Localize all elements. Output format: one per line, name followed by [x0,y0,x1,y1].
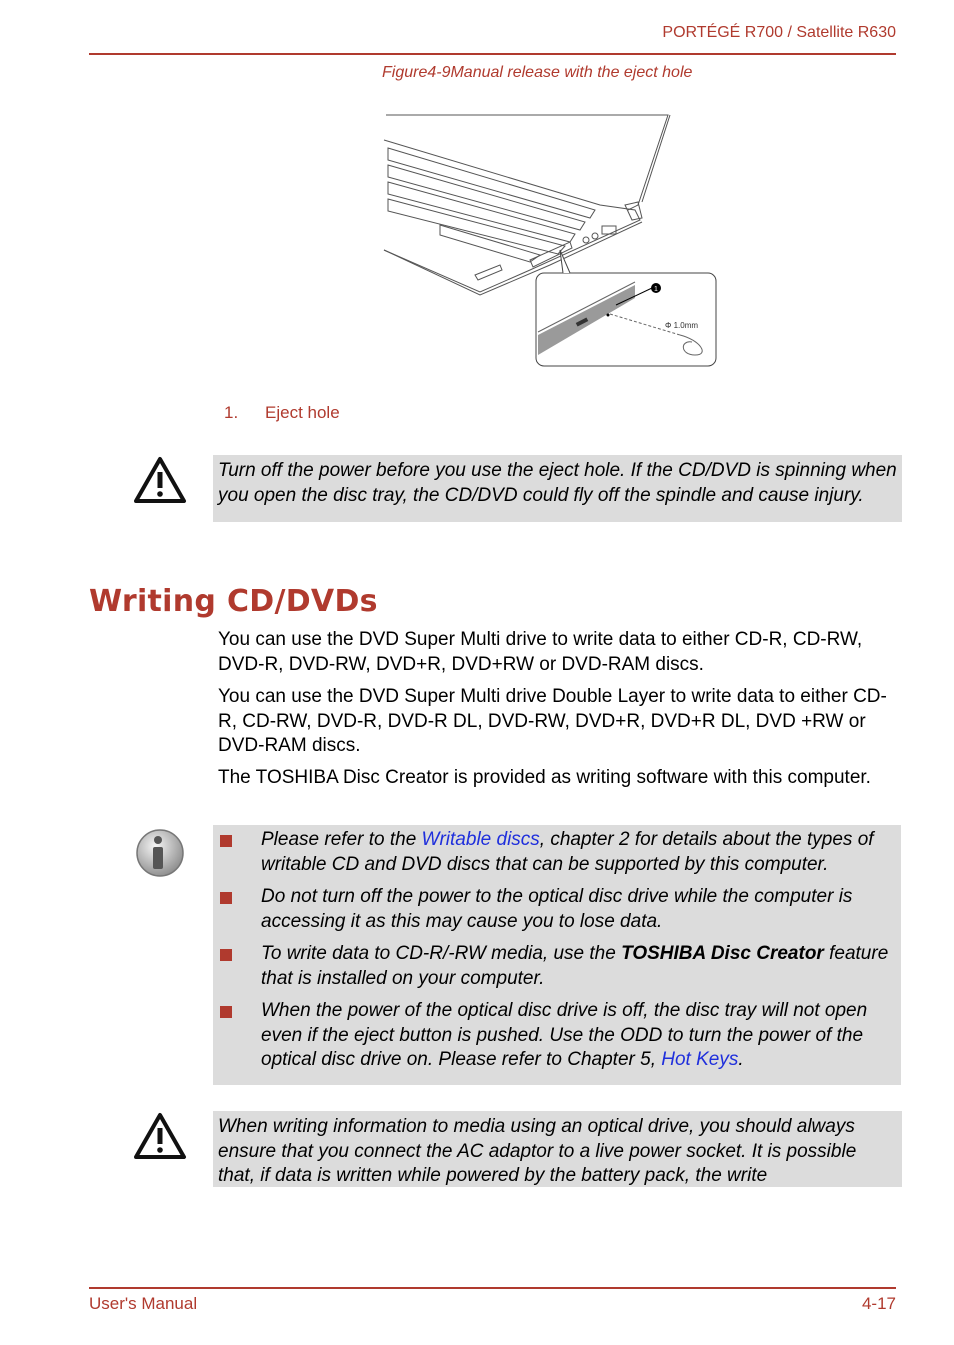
laptop-figure [380,110,720,372]
header-rule [89,53,896,55]
bullet-square-icon [220,1006,232,1018]
warning-note-2: When writing information to media using an optical drive, you should always ensure that you connect the AC adaptor to a live power socket. It is possible that, if data is written while powered by the battery pack, the write [213,1111,902,1187]
page-number: 4-17 [861,1294,896,1313]
bullet-text: When the power of the optical disc drive is off, the disc tray will not open even if the eject button is pushed. Use the ODD to turn the power of the optical disc drive on. Please refer to Chapter 5, [261,1000,868,1070]
bullet-text: Do not turn off the power to the optical disc drive while the computer is accessing it as this may cause you to lose data. [261,886,853,932]
header-title: PORTÉGÉ R700 / Satellite R630 [662,24,896,41]
info-note-box [213,825,901,1085]
paragraph-2: You can use the DVD Super Multi drive Double Layer to write data to either CD-R, CD-RW, DVD-R, DVD-R DL, DVD-RW, DVD+R, DVD+R DL, DVD +RW or DVD-RAM discs. [218,686,887,756]
figure-legend [224,403,340,423]
bullet-text: To write data to CD-R/-RW media, use the [261,943,622,964]
bullet-bold-text: TOSHIBA Disc Creator [621,943,824,964]
bullet-square-icon [220,949,232,961]
warning-triangle-icon [133,1111,187,1166]
warning-triangle-icon [133,455,187,510]
bullet-text: feature that is installed on your computer. [261,943,889,989]
footer-rule [89,1287,896,1289]
callout-number: 1 [654,286,658,293]
dimension-label: Φ 1.0mm [665,321,699,330]
bullet-square-icon [220,835,232,847]
bullet-square-icon [220,892,232,904]
bullet-text: , chapter 2 for details about the types of writable CD and DVD discs that can be supported by this computer. [261,829,874,875]
bullet-text: . [738,1049,744,1070]
section-heading: Writing CD/DVDs [89,584,378,619]
footer-left: User's Manual [89,1294,198,1313]
legend-label: Eject hole [265,403,340,422]
info-icon [134,826,186,885]
figure-caption: Figure4-9Manual release with the eject hole [382,64,693,81]
legend-number: 1. [224,403,239,422]
writable-discs-link[interactable]: Writable discs [421,829,540,850]
hot-keys-link[interactable]: Hot Keys [661,1049,739,1070]
laptop-eject-illustration [380,110,720,372]
warning-note-1: Turn off the power before you use the eject hole. If the CD/DVD is spinning when you open the disc tray, the CD/DVD could fly off the spindle and cause injury. [213,455,902,522]
bullet-text: Please refer to the [261,829,422,850]
paragraph-3: The TOSHIBA Disc Creator is provided as writing software with this computer. [218,767,871,788]
paragraph-1: You can use the DVD Super Multi drive to write data to either CD-R, CD-RW, DVD-R, DVD-RW, DVD+R, DVD+RW or DVD-RAM discs. [218,629,863,675]
